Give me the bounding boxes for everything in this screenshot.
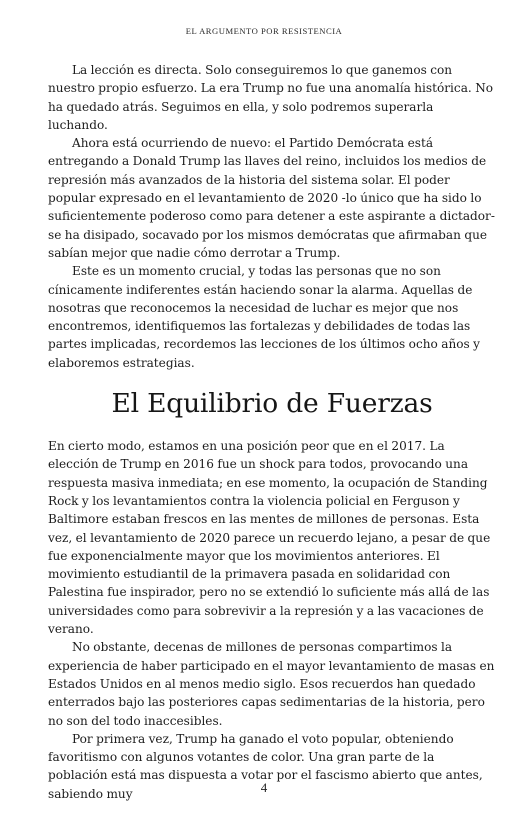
paragraph: Este es un momento crucial, y todas las personas que no son cínicamente indiferentes están haciendo sonar la alarma. Aquellas de nosotras que reconocemos la necesidad de luchar es mejor que nos encontremos, identifiquemos las fortalezas y debilidades de todas las partes implicadas, recordemos las lecciones de los últimos ocho años y elaboremos estrategias. [48, 264, 481, 370]
paragraph: No obstante, decenas de millones de personas compartimos la experiencia de haber participado en el mayor levantamiento de masas en Estados Unidos en al menos medio siglo. Esos recuerdos han quedado enterrados bajo las posteriores capas sedimentarias de la historia, pero no son del todo inaccesibles. [48, 640, 495, 728]
section-heading: El Equilibrio de Fuerzas [111, 388, 433, 420]
paragraph: Ahora está ocurriendo de nuevo: el Partido Demócrata está entregando a Donald Trump las llaves del reino, incluidos los medios de represión más avanzados de la historia del sistema solar. El poder popular expresado en el levantamiento de 2020 -lo único que ha sido lo suficientemente poderoso como para detener a este aspirante a dictador- se ha disipado, socavado por los mismos demócratas que afirmaban que sabían mejor que nadie cómo derrotar a Trump. [48, 136, 495, 260]
paragraph: Por primera vez, Trump ha ganado el voto popular, obteniendo favoritismo con algunos votantes de color. Una gran parte de la población está mas dispuesta a votar por el fascismo abierto que antes, sabiendo muy [48, 731, 483, 801]
paragraph: La lección es directa. Solo conseguiremos lo que ganemos con nuestro propio esfuerzo. La era Trump no fue una anomalía histórica. No ha quedado atrás. Seguimos en ella, y solo podremos superarla luchando. [48, 63, 494, 132]
page-body [48, 61, 496, 803]
page-number: 4 [260, 780, 268, 795]
running-header: EL ARGUMENTO POR RESISTENCIA [185, 26, 343, 36]
paragraph: En cierto modo, estamos en una posición peor que en el 2017. La elección de Trump en 2016 fue un shock para todos, provocando una respuesta masiva inmediata; en ese momento, la ocupación de Standing Rock y los levantamientos contra la violencia policial en Ferguson y Baltimore estaban frescos en las mentes de millones de personas. Esta vez, el levantamiento de 2020 parece un recuerdo lejano, a pesar de que fue exponencialmente mayor que los movimientos anteriores. El movimiento estudiantil de la primavera pasada en solidaridad con Palestina fue inspirador, pero no se extendió lo suficiente más allá de las universidades como para sobrevivir a la represión y a las vacaciones de verano. [48, 439, 491, 637]
